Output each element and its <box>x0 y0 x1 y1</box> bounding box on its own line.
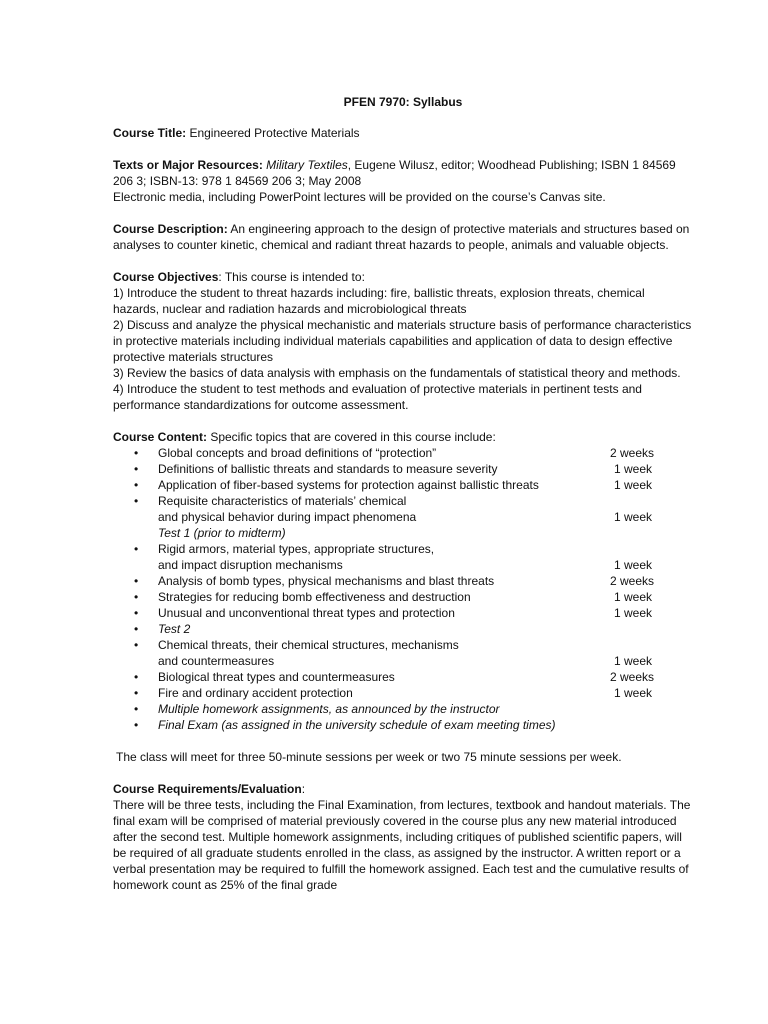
topic-duration: 2 weeks <box>610 670 655 684</box>
bullet-icon: • <box>134 574 139 588</box>
topic-text: Rigid armors, material types, appropriate structures, <box>158 542 435 556</box>
topic-list <box>113 445 693 733</box>
topic-text: Multiple homework assignments, as announced by the instructor <box>158 702 500 716</box>
meeting-schedule: The class will meet for three 50-minute sessions per week or two 75 minute sessions per week. <box>116 750 622 764</box>
bullet-icon: • <box>134 638 139 652</box>
bullet-icon: • <box>134 670 139 684</box>
texts-section <box>113 157 693 205</box>
document-body <box>113 94 693 893</box>
bullet-icon: • <box>134 542 139 556</box>
bullet-icon: • <box>134 686 139 700</box>
book-title: Military Textiles <box>266 158 348 172</box>
objectives-label: Course Objectives <box>113 270 219 284</box>
topic-text: Chemical threats, their chemical structures, mechanisms <box>158 638 459 652</box>
bullet-icon: • <box>134 590 139 604</box>
objective-item: 4) Introduce the student to test methods and evaluation of protective materials in pertinent tests and performance standardizations for outcome assessment. <box>113 382 642 412</box>
topic-text-continued: and countermeasures <box>158 654 275 668</box>
description-text: An engineering approach to the design of protective materials and structures based on analyses to counter kinetic, chemical and radiant threat hazards to people, animals and valuable objects. <box>113 222 690 252</box>
bullet-icon: • <box>134 718 139 732</box>
objective-item: 1) Introduce the student to threat hazards including: fire, ballistic threats, explosion threats, chemical hazards, nuclear and radiation hazards and microbiological threats <box>113 286 645 316</box>
topic-text: Unusual and unconventional threat types and protection <box>158 606 455 620</box>
topic-duration: 1 week <box>614 654 653 668</box>
topic-duration: 1 week <box>614 462 653 476</box>
topic-note: Test 1 (prior to midterm) <box>158 526 286 540</box>
bullet-icon: • <box>134 494 139 508</box>
topic-item <box>113 493 693 541</box>
objective-item: 3) Review the basics of data analysis with emphasis on the fundamentals of statistical theory and methods. <box>113 366 681 380</box>
topic-duration: 2 weeks <box>610 446 655 460</box>
bullet-icon: • <box>134 702 139 716</box>
topic-item <box>113 461 693 477</box>
topic-item <box>113 589 693 605</box>
topic-duration: 1 week <box>614 606 653 620</box>
topic-duration: 2 weeks <box>610 574 655 588</box>
objectives-intro: : This course is intended to: <box>218 270 365 284</box>
topic-text: Strategies for reducing bomb effectiveness and destruction <box>158 590 471 604</box>
content-section <box>113 429 693 733</box>
bullet-icon: • <box>134 462 139 476</box>
page-title: PFEN 7970: Syllabus <box>343 95 463 109</box>
topic-text: Definitions of ballistic threats and standards to measure severity <box>158 462 498 476</box>
bullet-icon: • <box>134 622 139 636</box>
topic-duration: 1 week <box>614 478 653 492</box>
objectives-section <box>113 269 693 413</box>
topic-item <box>113 621 693 637</box>
topic-item <box>113 605 693 621</box>
topic-text: Fire and ordinary accident protection <box>158 686 353 700</box>
topic-item <box>113 445 693 461</box>
course-title-section <box>113 125 693 141</box>
description-section <box>113 221 693 253</box>
topic-text: Biological threat types and countermeasures <box>158 670 395 684</box>
topic-item <box>113 541 693 573</box>
texts-label: Texts or Major Resources: <box>113 158 263 172</box>
topic-item <box>113 717 693 733</box>
topic-text-continued: and impact disruption mechanisms <box>158 558 343 572</box>
requirements-section <box>113 781 693 893</box>
topic-text: Final Exam (as assigned in the university schedule of exam meeting times) <box>158 718 556 732</box>
objective-item: 2) Discuss and analyze the physical mechanistic and materials structure basis of performance characteristics in protective materials including individual materials capabilities and application of data to design effective protective materials structures <box>113 318 692 364</box>
topic-item <box>113 637 693 669</box>
course-title-label: Course Title: <box>113 126 187 140</box>
topic-item <box>113 573 693 589</box>
requirements-colon: : <box>301 782 306 796</box>
topic-duration: 1 week <box>614 510 653 524</box>
texts-details: , Eugene Wilusz, editor; Woodhead Publishing; ISBN 1 84569 206 3; ISBN-13: 978 1 84569 206 3; May 2008 <box>113 158 676 188</box>
course-title-value: Engineered Protective Materials <box>186 126 360 140</box>
topic-text: Requisite characteristics of materials’ chemical <box>158 494 407 508</box>
topic-duration: 1 week <box>614 686 653 700</box>
bullet-icon: • <box>134 478 139 492</box>
description-label: Course Description: <box>113 222 228 236</box>
topic-item <box>113 685 693 701</box>
bullet-icon: • <box>134 606 139 620</box>
topic-item <box>113 701 693 717</box>
content-intro: Specific topics that are covered in this course include: <box>207 430 496 444</box>
topic-text: Test 2 <box>158 622 191 636</box>
requirements-text: There will be three tests, including the Final Examination, from lectures, textbook and handout materials. The final exam will be comprised of material previously covered in the course plus any new material introduced after the second test. Multiple homework assignments, including critiques of published scientific papers, will be required of all graduate students enrolled in the class, as assigned by the instructor. A written report or a verbal presentation may be required to fulfill the homework assigned. Each test and the cumulative results of homework count as 25% of the final grade <box>113 798 691 892</box>
bullet-icon: • <box>134 446 139 460</box>
content-label: Course Content: <box>113 430 207 444</box>
topic-item <box>113 669 693 685</box>
topic-item <box>113 477 693 493</box>
topic-text: Global concepts and broad definitions of “protection” <box>158 446 437 460</box>
requirements-label: Course Requirements/Evaluation <box>113 782 302 796</box>
topic-text: Analysis of bomb types, physical mechanisms and blast threats <box>158 574 495 588</box>
topic-duration: 1 week <box>614 590 653 604</box>
topic-text: Application of fiber-based systems for protection against ballistic threats <box>158 478 539 492</box>
topic-duration: 1 week <box>614 558 653 572</box>
topic-text-continued: and physical behavior during impact phenomena <box>158 510 417 524</box>
electronic-media-note: Electronic media, including PowerPoint lectures will be provided on the course’s Canvas site. <box>113 190 606 204</box>
